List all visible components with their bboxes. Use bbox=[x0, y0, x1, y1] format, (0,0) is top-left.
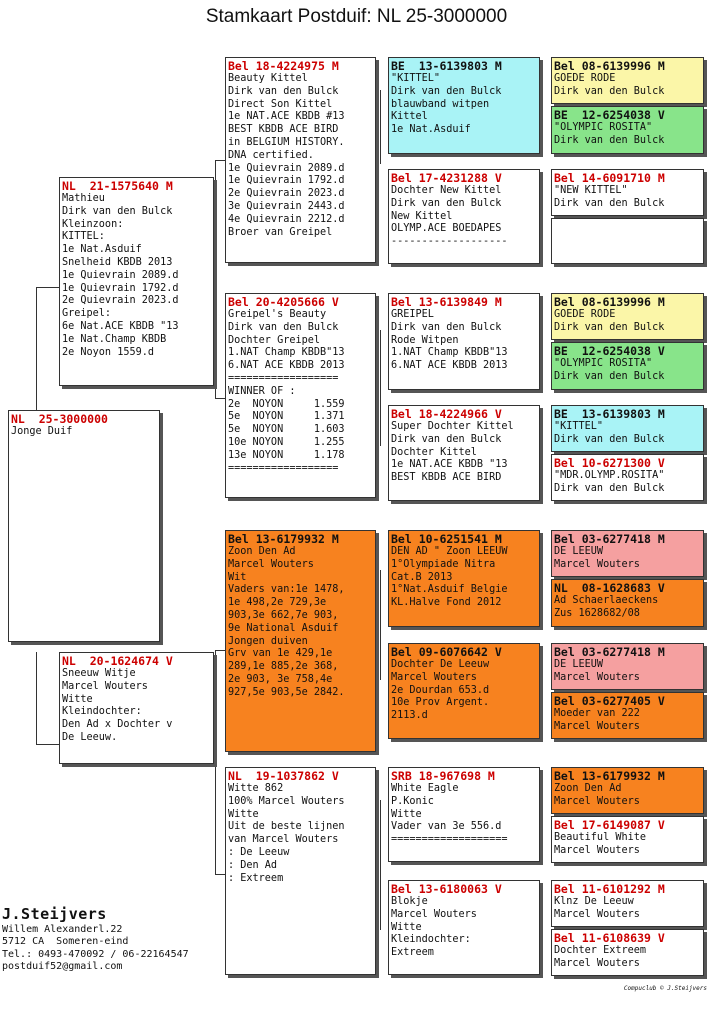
pigeon-card-granddam-2[interactable] bbox=[225, 767, 376, 975]
card-line: 1e Quievrain 2089.d bbox=[228, 162, 345, 174]
connector-line bbox=[215, 874, 225, 875]
ring-number: Bel 03-6277418 M bbox=[554, 532, 665, 546]
card-line: Dirk van den Bulck bbox=[554, 433, 665, 445]
card-line: blauwband witpen bbox=[391, 98, 490, 110]
pigeon-card-ggp-4[interactable] bbox=[388, 405, 540, 501]
ring-number: Bel 18-4224966 V bbox=[391, 407, 502, 421]
card-line: Witte bbox=[62, 693, 93, 705]
card-line: Dirk van den Bulck bbox=[554, 370, 665, 382]
pigeon-card-grandsire-1[interactable] bbox=[225, 57, 376, 263]
card-line: DNA certified. bbox=[228, 149, 314, 161]
card-line: in BELGIUM HISTORY. bbox=[228, 136, 345, 148]
connector-line bbox=[215, 398, 225, 399]
card-line: Marcel Wouters bbox=[62, 680, 148, 692]
card-line: GOEDE RODE bbox=[554, 309, 616, 320]
card-line: Marcel Wouters bbox=[554, 795, 640, 807]
card-line: De Leeuw. bbox=[62, 731, 118, 743]
connector-line bbox=[215, 744, 216, 874]
card-line: Mathieu bbox=[62, 193, 105, 204]
footer-credit: Compuclub © J.Steijvers bbox=[623, 985, 707, 992]
card-line: 1e NAT.ACE KBDB #13 bbox=[228, 111, 345, 123]
card-line: 927,5e 903,5e 2842. bbox=[228, 686, 345, 698]
connector-line bbox=[215, 160, 225, 161]
card-line: Moeder van 222 bbox=[554, 708, 640, 719]
ring-number: Bel 10-6271300 V bbox=[554, 456, 665, 470]
ring-number: Bel 20-4205666 V bbox=[228, 295, 339, 309]
pigeon-card-gggp-2[interactable] bbox=[551, 106, 704, 154]
card-line: P.Konic bbox=[391, 795, 434, 807]
card-line: 10e NOYON 1.255 bbox=[228, 436, 345, 448]
card-line: 2e NOYON 1.559 bbox=[228, 398, 345, 410]
card-line: Jonge Duif bbox=[11, 426, 73, 437]
connector-line bbox=[380, 90, 381, 164]
pigeon-card-ggp-6[interactable] bbox=[388, 643, 540, 739]
card-line: Dirk van den Bulck bbox=[62, 205, 173, 217]
card-line: 1e Quievrain 1792.d bbox=[228, 175, 345, 187]
card-line: 1e Nat.Asduif bbox=[391, 124, 471, 136]
card-line: Grv van 1e 429,1e bbox=[228, 648, 333, 660]
card-line: Rode Witpen bbox=[391, 334, 459, 346]
ring-number: Bel 11-6101292 M bbox=[554, 882, 665, 896]
card-line: Marcel Wouters bbox=[554, 844, 640, 856]
card-line: Broer van Greipel bbox=[228, 226, 333, 238]
card-line: "OLYMPIC ROSITA" bbox=[554, 358, 653, 369]
card-line: Klnz De Leeuw bbox=[554, 896, 634, 907]
ring-number: Bel 03-6277418 M bbox=[554, 645, 665, 659]
card-line: KITTEL: bbox=[62, 231, 105, 243]
card-line: GOEDE RODE bbox=[554, 73, 616, 84]
pigeon-card-grandsire-2[interactable] bbox=[225, 530, 376, 752]
card-line: Dochter Kittel bbox=[391, 446, 477, 458]
pigeon-card-ggp-8[interactable] bbox=[388, 880, 540, 975]
ring-number: Bel 03-6277405 V bbox=[554, 694, 665, 708]
card-line: Dirk van den Bulck bbox=[228, 321, 339, 333]
card-line: 1e NAT.ACE KBDB "13 bbox=[391, 459, 508, 471]
pigeon-card-ggp-7[interactable] bbox=[388, 767, 540, 862]
ring-number: BE 12-6254038 V bbox=[554, 108, 665, 122]
card-line: "KITTEL" bbox=[391, 73, 441, 84]
card-line: Zoon Den Ad bbox=[228, 546, 296, 557]
connector-line bbox=[36, 287, 59, 288]
ring-number: BE 12-6254038 V bbox=[554, 344, 665, 358]
ring-number: Bel 10-6251541 M bbox=[391, 532, 502, 546]
card-line: Zoon Den Ad bbox=[554, 783, 622, 794]
card-line: Dirk van den Bulck bbox=[554, 482, 665, 494]
card-line: Extreem bbox=[391, 947, 434, 959]
ring-number: NL 20-1624674 V bbox=[62, 654, 173, 668]
card-line: "MDR.OLYMP.ROSITA" bbox=[554, 470, 665, 481]
card-line: Dirk van den Bulck bbox=[554, 197, 665, 209]
card-line: Witte bbox=[391, 808, 422, 820]
card-line: WINNER OF : bbox=[228, 385, 296, 397]
pigeon-card-gggp-16[interactable] bbox=[551, 929, 704, 976]
card-line: DEN AD " Zoon LEEUW bbox=[391, 546, 508, 557]
connector-line bbox=[215, 650, 216, 744]
card-line: Ad Schaerlaeckens bbox=[554, 595, 659, 606]
connector-line bbox=[215, 650, 225, 651]
card-line: Beautiful White bbox=[554, 832, 647, 843]
card-line: Dirk van den Bulck bbox=[391, 197, 502, 209]
pigeon-card-ggp-1[interactable] bbox=[388, 57, 540, 154]
card-line: 1.NAT Champ KBDB"13 bbox=[391, 347, 508, 359]
card-line: Marcel Wouters bbox=[228, 558, 314, 570]
card-line: Snelheid KBDB 2013 bbox=[62, 256, 173, 268]
ring-number: Bel 14-6091710 M bbox=[554, 171, 665, 185]
card-line: Vader van 3e 556.d bbox=[391, 821, 502, 833]
card-line: Blokje bbox=[391, 896, 428, 907]
card-line: 1°Nat.Asduif Belgie bbox=[391, 584, 508, 596]
card-line: Kleindochter: bbox=[391, 934, 471, 946]
pigeon-card-gggp-13[interactable] bbox=[551, 767, 704, 814]
connector-line bbox=[36, 287, 37, 411]
card-line: Dochter Greipel bbox=[228, 334, 321, 346]
card-line: Zus 1628682/08 bbox=[554, 607, 640, 619]
card-line: Witte bbox=[228, 808, 259, 820]
card-line: 2e Dourdan 653.d bbox=[391, 684, 490, 696]
pigeon-card-sire[interactable] bbox=[59, 177, 214, 386]
card-line: 1.NAT Champ KBDB"13 bbox=[228, 347, 345, 359]
ring-number: Bel 17-4231288 V bbox=[391, 171, 502, 185]
card-line: 4e Quievrain 2212.d bbox=[228, 213, 345, 225]
pigeon-card-gggp-7[interactable] bbox=[551, 405, 704, 452]
card-line: Dirk van den Bulck bbox=[228, 85, 339, 97]
breeder-info bbox=[2, 904, 189, 973]
page-title: Stamkaart Postduif: NL 25-3000000 bbox=[205, 6, 508, 27]
pigeon-card-subject[interactable] bbox=[8, 410, 160, 642]
card-line: van Marcel Wouters bbox=[228, 834, 339, 846]
card-line: : Extreem bbox=[228, 872, 284, 884]
card-line: Marcel Wouters bbox=[391, 671, 477, 683]
pigeon-card-gggp-4[interactable] bbox=[551, 218, 704, 264]
pigeon-card-gggp-6[interactable] bbox=[551, 342, 704, 390]
card-line: Dirk van den Bulck bbox=[391, 321, 502, 333]
ring-number: BE 13-6139803 M bbox=[554, 407, 665, 421]
pigeon-card-gggp-9[interactable] bbox=[551, 530, 704, 577]
card-line: 9e National Asduif bbox=[228, 622, 339, 634]
card-line: "OLYMPIC ROSITA" bbox=[554, 122, 653, 133]
card-line: Vaders van:1e 1478, bbox=[228, 584, 345, 596]
breeder-address-line: 5712 CA Someren-eind bbox=[2, 936, 129, 948]
card-line: Greipel: bbox=[62, 308, 112, 320]
card-line: New Kittel bbox=[391, 210, 453, 222]
card-line: KL.Halve Fond 2012 bbox=[391, 597, 502, 609]
ring-number: Bel 11-6108639 V bbox=[554, 931, 665, 945]
card-line: 5e NOYON 1.371 bbox=[228, 411, 345, 423]
card-line: Beauty Kittel bbox=[228, 73, 308, 84]
card-line: 3e Quievrain 2443.d bbox=[228, 200, 345, 212]
card-line: Dirk van den Bulck bbox=[554, 85, 665, 97]
ring-number: NL 21-1575640 M bbox=[62, 179, 173, 193]
pigeon-card-ggp-2[interactable] bbox=[388, 169, 540, 264]
pigeon-card-ggp-5[interactable] bbox=[388, 530, 540, 627]
card-line: Greipel's Beauty bbox=[228, 309, 327, 320]
card-line: Den Ad x Dochter v bbox=[62, 719, 173, 731]
breeder-email: postduif52@gmail.com bbox=[2, 960, 123, 972]
card-line: "NEW KITTEL" bbox=[554, 185, 628, 196]
card-line: =================== bbox=[391, 834, 508, 846]
card-line: 100% Marcel Wouters bbox=[228, 795, 345, 807]
card-line: Marcel Wouters bbox=[554, 908, 640, 920]
pigeon-card-gggp-15[interactable] bbox=[551, 880, 704, 927]
card-line: DE LEEUW bbox=[554, 546, 604, 557]
connector-line bbox=[380, 570, 381, 680]
card-line: : Den Ad bbox=[228, 859, 278, 871]
card-line: Marcel Wouters bbox=[554, 957, 640, 969]
card-line: 10e Prov Argent. bbox=[391, 697, 490, 709]
ring-number: Bel 08-6139996 M bbox=[554, 59, 665, 73]
card-line: OLYMP.ACE BOEDAPES bbox=[391, 223, 502, 235]
ring-number: Bel 18-4224975 M bbox=[228, 59, 339, 73]
card-line: 13e NOYON 1.178 bbox=[228, 449, 345, 461]
card-line: Marcel Wouters bbox=[391, 908, 477, 920]
pigeon-card-gggp-8[interactable] bbox=[551, 454, 704, 501]
connector-line bbox=[215, 160, 216, 288]
ring-number: Bel 13-6139849 M bbox=[391, 295, 502, 309]
card-line: BEST KBDB ACE BIRD bbox=[391, 472, 502, 484]
pigeon-card-gggp-11[interactable] bbox=[551, 643, 704, 690]
card-line: 5e NOYON 1.603 bbox=[228, 424, 345, 436]
card-line: Marcel Wouters bbox=[554, 671, 640, 683]
card-line: GREIPEL bbox=[391, 309, 434, 320]
card-line: Super Dochter Kittel bbox=[391, 421, 514, 432]
connector-line bbox=[380, 330, 381, 446]
pigeon-card-gggp-1[interactable] bbox=[551, 57, 704, 104]
card-line: 1e Nat.Asduif bbox=[62, 244, 142, 256]
card-line: Marcel Wouters bbox=[554, 720, 640, 732]
card-line: ================== bbox=[228, 462, 339, 474]
ring-number: Bel 13-6179932 M bbox=[228, 532, 339, 546]
card-line: Dirk van den Bulck bbox=[554, 134, 665, 146]
pigeon-card-gggp-10[interactable] bbox=[551, 579, 704, 627]
card-line: 2e Quievrain 2023.d bbox=[228, 188, 345, 200]
card-line: Witte 862 bbox=[228, 783, 284, 794]
card-line: Kittel bbox=[391, 111, 428, 123]
card-line: Uit de beste lijnen bbox=[228, 821, 345, 833]
card-line: Direct Son Kittel bbox=[228, 98, 333, 110]
card-line: 1e Quievrain 2089.d bbox=[62, 269, 179, 281]
card-line: Kleinzoon: bbox=[62, 218, 124, 230]
card-line: 6e Nat.ACE KBDB "13 bbox=[62, 320, 179, 332]
ring-number: Bel 09-6076642 V bbox=[391, 645, 502, 659]
ring-number: NL 08-1628683 V bbox=[554, 581, 665, 595]
card-line: 2e Quievrain 2023.d bbox=[62, 295, 179, 307]
pigeon-card-granddam-1[interactable] bbox=[225, 293, 376, 498]
card-line: Marcel Wouters bbox=[554, 558, 640, 570]
card-line: 6.NAT ACE KBDB 2013 bbox=[391, 360, 508, 372]
card-line: Kleindochter: bbox=[62, 706, 142, 718]
connector-line bbox=[380, 800, 381, 930]
breeder-address-line: Willem Alexanderl.22 bbox=[2, 924, 123, 935]
ring-number: Bel 08-6139996 M bbox=[554, 295, 665, 309]
card-line: Dochter De Leeuw bbox=[391, 659, 490, 670]
pigeon-card-gggp-14[interactable] bbox=[551, 816, 704, 863]
card-line: Dirk van den Bulck bbox=[554, 321, 665, 333]
connector-line bbox=[36, 652, 37, 744]
card-line: 1e Quievrain 1792.d bbox=[62, 282, 179, 294]
breeder-phone: Tel.: 0493-470092 / 06-22164547 bbox=[2, 948, 189, 960]
card-line: DE LEEUW bbox=[554, 659, 604, 670]
card-line: ================== bbox=[228, 372, 339, 384]
card-line: 2e 903, 3e 758,4e bbox=[228, 673, 333, 685]
connector-line bbox=[215, 288, 216, 398]
card-line: 903,3e 662,7e 903, bbox=[228, 609, 339, 621]
card-line: 6.NAT ACE KBDB 2013 bbox=[228, 360, 345, 372]
card-line: ------------------- bbox=[391, 236, 508, 248]
card-line: 1e 498,2e 729,3e bbox=[228, 597, 327, 609]
pigeon-card-gggp-3[interactable] bbox=[551, 169, 704, 216]
card-line: Cat.B 2013 bbox=[391, 571, 453, 583]
ring-number: BE 13-6139803 M bbox=[391, 59, 502, 73]
card-line: : De Leeuw bbox=[228, 846, 290, 858]
card-line: 2e Noyon 1559.d bbox=[62, 346, 155, 358]
card-line: White Eagle bbox=[391, 783, 459, 794]
card-line: Wit bbox=[228, 571, 247, 583]
breeder-name: J.Steijvers bbox=[2, 905, 107, 923]
card-line: Dochter New Kittel bbox=[391, 185, 502, 196]
pigeon-card-dam[interactable] bbox=[59, 652, 214, 764]
card-line: "KITTEL" bbox=[554, 421, 604, 432]
ring-number: Bel 13-6180063 V bbox=[391, 882, 502, 896]
card-line: 1e Nat.Champ KBDB bbox=[62, 333, 167, 345]
connector-line bbox=[36, 744, 59, 745]
ring-number: SRB 18-967698 M bbox=[391, 769, 495, 783]
pigeon-card-ggp-3[interactable] bbox=[388, 293, 540, 390]
card-line: Sneeuw Witje bbox=[62, 668, 136, 679]
ring-number: Bel 17-6149087 V bbox=[554, 818, 665, 832]
ring-number: NL 25-3000000 bbox=[11, 412, 108, 426]
card-line: Dirk van den Bulck bbox=[391, 433, 502, 445]
card-line: Dochter Extreem bbox=[554, 945, 647, 956]
pigeon-card-gggp-5[interactable] bbox=[551, 293, 704, 340]
card-line: BEST KBDB ACE BIRD bbox=[228, 124, 339, 136]
ring-number: Bel 13-6179932 M bbox=[554, 769, 665, 783]
pigeon-card-gggp-12[interactable] bbox=[551, 692, 704, 739]
card-line: Dirk van den Bulck bbox=[391, 85, 502, 97]
card-line: Witte bbox=[391, 921, 422, 933]
ring-number: NL 19-1037862 V bbox=[228, 769, 339, 783]
card-line: 1°Olympiade Nitra bbox=[391, 558, 496, 570]
card-line: 2113.d bbox=[391, 710, 428, 722]
card-line: Jongen duiven bbox=[228, 635, 308, 647]
card-line: 289,1e 885,2e 368, bbox=[228, 661, 339, 673]
